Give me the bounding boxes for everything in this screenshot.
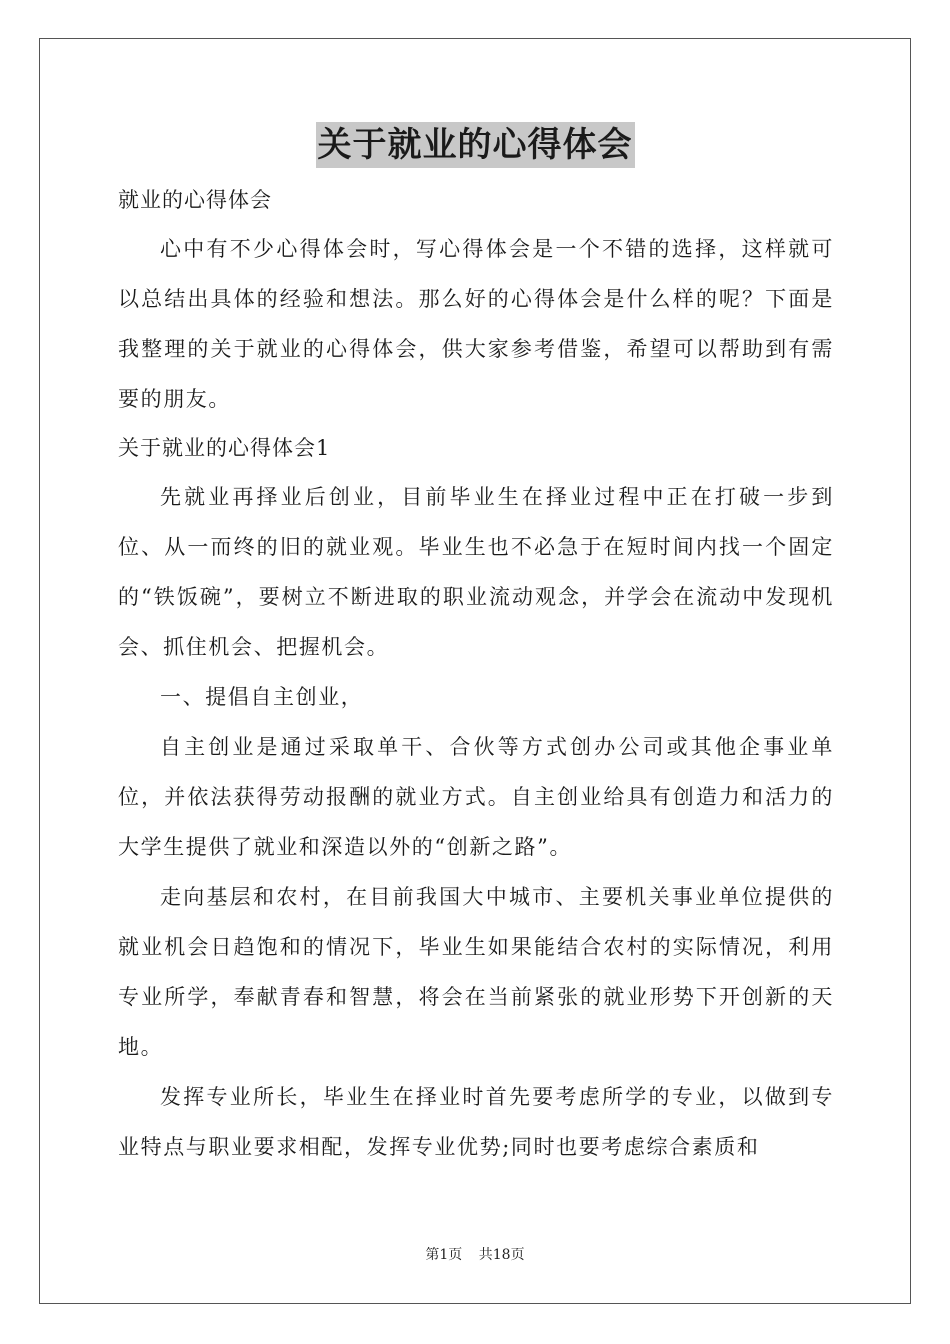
total-pages: 共18页 xyxy=(478,1247,525,1263)
section-heading: 关于就业的心得体会1 xyxy=(118,436,331,460)
page-number: 第1页 xyxy=(425,1247,463,1263)
document-subtitle: 就业的心得体会 xyxy=(118,188,272,212)
body-paragraph: 走向基层和农村，在目前我国大中城市、主要机关事业单位提供的就业机会日趋饱和的情况下，毕业生如果能结合农村的实际情况，利用专业所学，奉献青春和智慧，将会在当前紧张的就业形势下开创新的天地。 xyxy=(118,885,834,1059)
body-paragraph: 一、提倡自主创业， xyxy=(160,685,364,709)
body-paragraph: 自主创业是通过采取单干、合伙等方式创办公司或其他企事业单位，并依法获得劳动报酬的就业方式。自主创业给具有创造力和活力的大学生提供了就业和深造以外的“创新之路”。 xyxy=(118,735,834,859)
body-paragraph: 发挥专业所长，毕业生在择业时首先要考虑所学的专业，以做到专业特点与职业要求相配，发挥专业优势;同时也要考虑综合素质和 xyxy=(118,1085,834,1159)
intro-paragraph: 心中有不少心得体会时，写心得体会是一个不错的选择，这样就可以总结出具体的经验和想法。那么好的心得体会是什么样的呢？下面是我整理的关于就业的心得体会，供大家参考借鉴，希望可以帮助到有需要的朋友。 xyxy=(118,237,834,411)
body-paragraph: 先就业再择业后创业，目前毕业生在择业过程中正在打破一步到位、从一而终的旧的就业观。毕业生也不必急于在短时间内找一个固定的“铁饭碗”，要树立不断进取的职业流动观念，并学会在流动中发现机会、抓住机会、把握机会。 xyxy=(118,485,834,659)
document-title: 关于就业的心得体会 xyxy=(316,122,635,168)
page-footer xyxy=(0,1244,950,1264)
document-body xyxy=(118,176,834,1172)
title-container xyxy=(0,122,950,168)
